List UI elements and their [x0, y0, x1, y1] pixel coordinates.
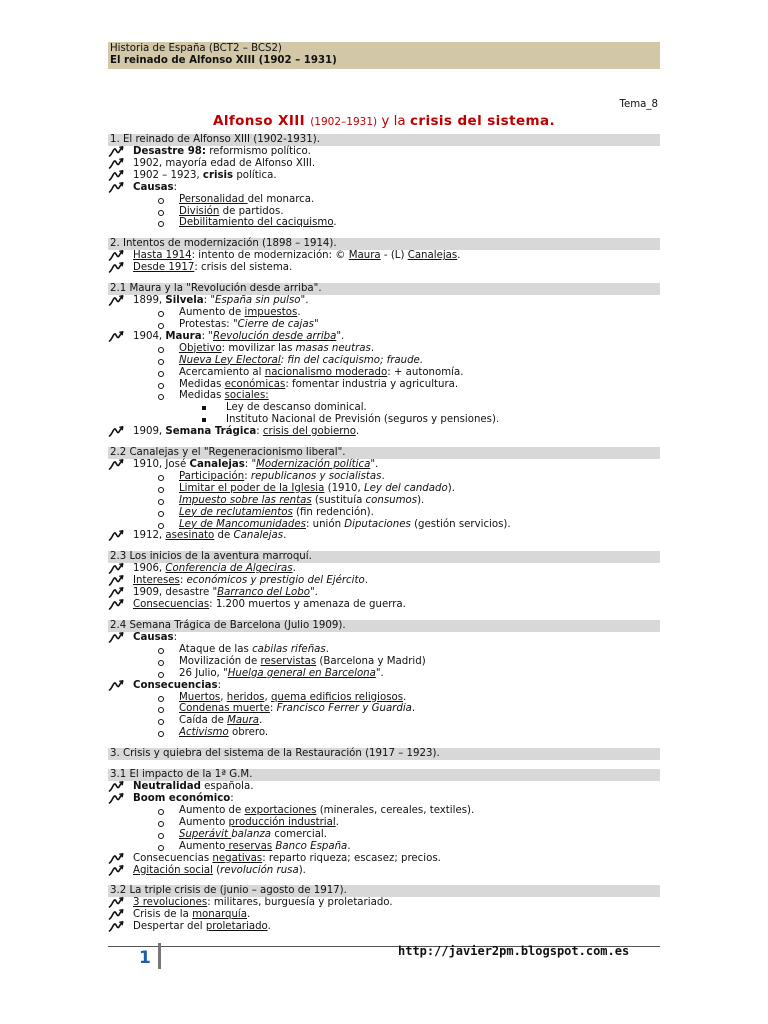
swirl-arrow-icon [108, 865, 124, 876]
sub-list-item [108, 656, 660, 668]
text-fragment: Maura [165, 330, 202, 342]
swirl-arrow-icon [108, 909, 124, 920]
page-title [108, 113, 660, 130]
text-fragment: Aumento de [179, 307, 245, 319]
page-footer [0, 940, 768, 970]
circle-bullet-icon [158, 499, 164, 505]
text-fragment: : [173, 632, 178, 643]
swirl-arrow-icon [108, 182, 124, 193]
text-fragment: : movilizar las [221, 342, 296, 354]
text-fragment: : [179, 575, 187, 587]
text-fragment: : + autonomía. [387, 366, 464, 378]
text-fragment: . [457, 250, 461, 262]
swirl-arrow-icon [108, 575, 124, 586]
square-bullet-icon [202, 406, 206, 410]
text-fragment: . [297, 307, 301, 319]
text-fragment: Debilitamiento del caciquismo [179, 217, 334, 229]
swirl-arrow-icon [108, 426, 124, 437]
list-item [108, 426, 660, 438]
text-fragment: Activismo [179, 727, 229, 739]
list-item [108, 680, 660, 692]
text-fragment: revolución rusa [220, 864, 299, 876]
list-item [108, 793, 660, 805]
text-fragment: del monarca. [247, 193, 315, 205]
title-part: (1902–1931) [310, 116, 378, 128]
text-fragment: exportaciones [244, 804, 317, 816]
text-fragment: : [217, 679, 222, 691]
text-fragment: consumos [365, 494, 418, 506]
text-fragment: Banco España [275, 840, 348, 852]
text-fragment: 1904, [133, 330, 166, 342]
text-fragment: sociales: [224, 390, 269, 402]
circle-bullet-icon [158, 198, 164, 204]
section-heading: 2.1 Maura y la "Revolución desde arriba". [108, 283, 660, 295]
sub-list-item [108, 519, 660, 531]
text-fragment: Hasta 1914 [133, 250, 192, 262]
section-heading: 2.4 Semana Trágica de Barcelona (Julio 1909). [108, 620, 660, 632]
list-item [108, 563, 660, 575]
text-fragment: producción industrial [228, 816, 336, 828]
text-fragment: Ataque de las [179, 643, 253, 655]
text-fragment: Condenas muerte [179, 703, 270, 715]
page-number: 1 [139, 948, 151, 968]
text-fragment: ). [417, 494, 425, 506]
swirl-arrow-icon [108, 680, 124, 691]
text-fragment: ). [447, 482, 455, 494]
sub-list-item [108, 390, 660, 402]
text-fragment: 1912, [133, 530, 166, 542]
text-fragment: , [264, 691, 271, 703]
text-fragment: Ley de reclutamientos [179, 506, 293, 518]
text-fragment: . [381, 470, 385, 482]
text-fragment: quema edificios religiosos [270, 691, 404, 703]
text-fragment: . [292, 563, 296, 575]
circle-bullet-icon [158, 511, 164, 517]
text-fragment: ". [300, 295, 309, 307]
section-heading: 2.2 Canalejas y el "Regeneracionismo liberal". [108, 447, 660, 459]
text-fragment: . [259, 715, 263, 727]
text-fragment: : [269, 703, 277, 715]
list-item [108, 262, 660, 274]
text-fragment: reservistas [260, 655, 317, 667]
list-item [108, 853, 660, 865]
text-fragment: Causas [133, 181, 174, 193]
circle-bullet-icon [158, 487, 164, 493]
tema-label: Tema_8 [619, 99, 658, 110]
sub-list-item [108, 217, 660, 229]
list-item [108, 865, 660, 877]
text-fragment: Desastre 98: [133, 146, 206, 157]
text-fragment: Boom económico [133, 793, 231, 805]
title-part: y la [377, 113, 410, 129]
section-heading: 2. Intentos de modernización (1898 – 1914). [108, 238, 660, 250]
text-fragment: Neutralidad [133, 781, 201, 793]
text-fragment: : " [244, 459, 257, 471]
text-fragment: Muertos [179, 691, 221, 703]
text-fragment: - (L) [380, 250, 408, 262]
swirl-arrow-icon [108, 853, 124, 864]
list-item [108, 575, 660, 587]
list-item [108, 632, 660, 644]
text-fragment: Ley de Mancomunidades [179, 518, 306, 530]
text-fragment: Desde 1917 [133, 262, 195, 274]
sub-list-item [108, 355, 660, 367]
text-fragment: . [370, 342, 375, 354]
text-fragment: Despertar del [133, 921, 206, 933]
swirl-arrow-icon [108, 632, 124, 643]
text-fragment: División [179, 205, 220, 217]
sub-list-item [108, 841, 660, 853]
text-fragment: masas neutras [295, 342, 371, 354]
text-fragment: Ley de descanso dominical. [226, 402, 367, 414]
text-fragment: republicanos y socialistas [250, 470, 382, 482]
text-fragment: económicas [224, 378, 286, 390]
list-item [108, 182, 660, 194]
list-item [108, 331, 660, 343]
list-item [108, 599, 660, 611]
text-fragment: 1906, [133, 563, 166, 575]
text-fragment: Cierre de cajas [237, 318, 314, 330]
text-fragment: 3 revoluciones [133, 897, 208, 909]
text-fragment: Acercamiento al [179, 366, 265, 378]
title-part: Alfonso XIII [212, 113, 311, 129]
text-fragment: cabilas rifeñas [252, 643, 326, 655]
text-fragment: (1910, [324, 482, 364, 494]
text-fragment: asesinato [165, 530, 215, 542]
circle-bullet-icon [158, 323, 164, 329]
sub-list-item [108, 703, 660, 715]
text-fragment: (gestión servicios). [410, 518, 511, 530]
circle-bullet-icon [158, 660, 164, 666]
text-fragment: : unión [305, 518, 345, 530]
text-fragment: : intento de modernización: © [191, 250, 349, 262]
topic-label: El reinado de Alfonso XIII (1902 – 1931) [110, 55, 337, 66]
text-fragment: Superávit [179, 828, 232, 840]
text-fragment: : reparto riqueza; escasez; precios. [262, 852, 441, 864]
swirl-arrow-icon [108, 793, 124, 804]
text-fragment: . [246, 909, 251, 921]
text-fragment: impuestos [244, 307, 298, 319]
circle-bullet-icon [158, 383, 164, 389]
text-fragment: de partidos. [219, 205, 284, 217]
text-fragment: Maura [348, 250, 381, 262]
text-fragment: política. [233, 169, 277, 181]
sub-list-item [108, 367, 660, 379]
text-fragment: : [173, 181, 178, 193]
text-fragment: : " [201, 330, 213, 342]
text-fragment: Consecuencias [133, 852, 213, 864]
text-fragment: (minerales, cereales, textiles). [316, 804, 475, 816]
text-fragment: Canalejas [407, 250, 458, 262]
swirl-arrow-icon [108, 146, 124, 157]
list-item [108, 530, 660, 542]
text-fragment: Ley del candado [363, 482, 448, 494]
text-fragment: nacionalismo moderado [264, 366, 388, 378]
text-fragment: 1899, [133, 295, 166, 307]
sub-sub-list-item [108, 402, 660, 414]
circle-bullet-icon [158, 371, 164, 377]
text-fragment: Francisco Ferrer y Guardia [276, 703, 412, 715]
swirl-arrow-icon [108, 250, 124, 261]
text-fragment: reformismo político. [205, 146, 311, 157]
list-item [108, 170, 660, 182]
square-bullet-icon [202, 418, 206, 422]
text-fragment: 1902, mayoría edad de Alfonso XIII. [133, 157, 316, 169]
text-fragment: Crisis de la [133, 909, 193, 921]
circle-bullet-icon [158, 394, 164, 400]
circle-bullet-icon [158, 707, 164, 713]
swirl-arrow-icon [108, 170, 124, 181]
text-fragment: Instituto Nacional de Previsión (seguros y pensiones). [226, 414, 500, 426]
text-fragment: ). [298, 864, 306, 876]
swirl-arrow-icon [108, 897, 124, 908]
circle-bullet-icon [158, 672, 164, 678]
text-fragment: Caída de [179, 715, 228, 727]
section-heading: 2.3 Los inicios de la aventura marroquí. [108, 551, 660, 563]
sub-list-item [108, 206, 660, 218]
swirl-arrow-icon [108, 921, 124, 932]
text-fragment: España sin pulso [215, 295, 301, 307]
list-item [108, 158, 660, 170]
text-fragment: Canalejas [189, 459, 245, 471]
swirl-arrow-icon [108, 459, 124, 470]
text-fragment: : [230, 793, 234, 805]
text-fragment: crisis del gobierno [262, 426, 356, 438]
text-fragment: 1909, [133, 426, 166, 438]
text-fragment: Impuesto sobre las rentas [179, 494, 312, 506]
sub-list-item [108, 379, 660, 391]
text-fragment: Objetivo [179, 342, 222, 354]
sub-list-item [108, 194, 660, 206]
text-fragment: (sustituía [311, 494, 366, 506]
sub-list-item [108, 692, 660, 704]
text-fragment: 26 Julio, " [179, 667, 228, 679]
circle-bullet-icon [158, 821, 164, 827]
sub-list-item [108, 727, 660, 739]
text-fragment: Medidas [179, 378, 225, 390]
circle-bullet-icon [158, 648, 164, 654]
text-fragment: . [411, 703, 416, 715]
section-heading: 3.1 El impacto de la 1ª G.M. [108, 769, 660, 781]
circle-bullet-icon [158, 210, 164, 216]
text-fragment: Aumento [179, 816, 229, 828]
text-fragment: Consecuencias [133, 599, 210, 611]
circle-bullet-icon [158, 523, 164, 529]
circle-bullet-icon [158, 475, 164, 481]
text-fragment: : fomentar industria y agricultura. [285, 378, 459, 390]
circle-bullet-icon [158, 221, 164, 227]
text-fragment: Protestas: " [179, 318, 238, 330]
text-fragment: Nueva Ley Electoral [179, 354, 281, 366]
text-fragment: Causas [133, 632, 174, 643]
text-fragment: ( [212, 864, 221, 876]
text-fragment: de [214, 530, 234, 542]
text-fragment: 1902 – 1923, [133, 169, 203, 181]
list-item [108, 587, 660, 599]
list-item [108, 295, 660, 307]
circle-bullet-icon [158, 696, 164, 702]
sub-list-item [108, 507, 660, 519]
text-fragment: : crisis del sistema. [194, 262, 293, 274]
text-fragment: : [256, 426, 263, 438]
sub-list-item [108, 471, 660, 483]
text-fragment: Movilización de [179, 655, 261, 667]
text-fragment: . [325, 643, 329, 655]
text-fragment: ". [336, 330, 345, 342]
text-fragment: ". [309, 587, 318, 599]
text-fragment: . [347, 840, 351, 852]
text-fragment: 1909, desastre " [133, 587, 218, 599]
text-fragment: : [244, 470, 251, 482]
text-fragment: comercial. [271, 828, 328, 840]
text-fragment: , [220, 691, 227, 703]
text-fragment: : fin del caciquismo; fraude. [280, 354, 424, 366]
section-heading: 3. Crisis y quiebra del sistema de la Restauración (1917 – 1923). [108, 748, 660, 760]
text-fragment: reservas [225, 840, 273, 852]
sub-sub-list-item [108, 414, 660, 426]
swirl-arrow-icon [108, 563, 124, 574]
text-fragment: Intereses [133, 575, 180, 587]
text-fragment: Modernización política [256, 459, 371, 471]
list-item [108, 146, 660, 158]
swirl-arrow-icon [108, 587, 124, 598]
footer-divider [158, 943, 161, 969]
swirl-arrow-icon [108, 295, 124, 306]
text-fragment: Medidas [179, 390, 225, 402]
sub-list-item [108, 829, 660, 841]
swirl-arrow-icon [108, 599, 124, 610]
list-item [108, 897, 660, 909]
list-item [108, 459, 660, 471]
text-fragment: crisis [202, 169, 234, 181]
sub-list-item [108, 817, 660, 829]
text-fragment: 1910, José [133, 459, 190, 471]
course-label: Historia de España (BCT2 – BCS2) [110, 43, 282, 54]
circle-bullet-icon [158, 845, 164, 851]
blog-url-link[interactable]: http://javier2pm.blogspot.com.es [398, 944, 630, 958]
text-fragment: . [364, 575, 368, 587]
document-page [108, 42, 660, 933]
list-item [108, 781, 660, 793]
swirl-arrow-icon [108, 781, 124, 792]
sub-list-item [108, 343, 660, 355]
text-fragment: monarquía [192, 909, 247, 921]
sub-list-item [108, 483, 660, 495]
text-fragment: : militares, burguesía y proletariado. [207, 897, 393, 909]
list-item [108, 921, 660, 933]
swirl-arrow-icon [108, 530, 124, 541]
text-fragment: " [313, 318, 319, 330]
circle-bullet-icon [158, 833, 164, 839]
text-fragment: Agitación social [133, 864, 213, 876]
circle-bullet-icon [158, 359, 164, 365]
text-fragment: Aumento [179, 840, 226, 852]
title-part: crisis del sistema. [409, 113, 556, 129]
text-fragment: Personalidad [179, 193, 248, 205]
text-fragment: Semana Trágica [165, 426, 257, 438]
text-fragment: . [335, 816, 339, 828]
text-fragment: Revolución desde arriba [212, 330, 337, 342]
circle-bullet-icon [158, 719, 164, 725]
swirl-arrow-icon [108, 331, 124, 342]
text-fragment: . [355, 426, 360, 438]
sub-list-item [108, 319, 660, 331]
text-fragment: económicos y prestigio del Ejército [186, 575, 365, 587]
sub-list-item [108, 715, 660, 727]
text-fragment: ". [370, 459, 379, 471]
circle-bullet-icon [158, 809, 164, 815]
text-fragment: negativas [212, 852, 263, 864]
text-fragment: (Barcelona y Madrid) [316, 655, 426, 667]
text-fragment: Maura [227, 715, 260, 727]
text-fragment: Silvela [165, 295, 204, 307]
section-heading: 1. El reinado de Alfonso XIII (1902-1931). [108, 134, 660, 146]
text-fragment: . [283, 530, 287, 542]
text-fragment: : 1.200 muertos y amenaza de guerra. [209, 599, 406, 611]
text-fragment: . [333, 217, 337, 229]
list-item [108, 909, 660, 921]
swirl-arrow-icon [108, 262, 124, 273]
circle-bullet-icon [158, 347, 164, 353]
text-fragment: Limitar el poder de la Iglesia [179, 482, 325, 494]
text-fragment: Participación [179, 470, 245, 482]
text-fragment: proletariado [205, 921, 268, 933]
text-fragment: . [267, 921, 271, 933]
text-fragment: : " [203, 295, 216, 307]
text-fragment: Aumento de [179, 804, 245, 816]
text-fragment: (fin redención). [292, 506, 374, 518]
text-fragment: obrero. [228, 727, 269, 739]
sub-list-item [108, 644, 660, 656]
text-fragment: Barranco del Lobo [217, 587, 310, 599]
section-heading: 3.2 La triple crisis de (junio – agosto de 1917). [108, 885, 660, 897]
text-fragment: heridos [226, 691, 265, 703]
text-fragment: balanza [231, 828, 272, 840]
text-fragment: Conferencia de Algeciras [165, 563, 293, 575]
text-fragment: Diputaciones [344, 518, 411, 530]
text-fragment: Consecuencias [133, 679, 218, 691]
sub-list-item [108, 668, 660, 680]
document-header [108, 42, 660, 69]
text-fragment: ". [375, 667, 384, 679]
list-item [108, 250, 660, 262]
text-fragment: española. [200, 781, 254, 793]
text-fragment: Canalejas [233, 530, 284, 542]
sub-list-item [108, 307, 660, 319]
circle-bullet-icon [158, 311, 164, 317]
swirl-arrow-icon [108, 158, 124, 169]
text-fragment: . [403, 691, 407, 703]
circle-bullet-icon [158, 731, 164, 737]
text-fragment: Huelga general en Barcelona [227, 667, 376, 679]
sub-list-item [108, 805, 660, 817]
sub-list-item [108, 495, 660, 507]
